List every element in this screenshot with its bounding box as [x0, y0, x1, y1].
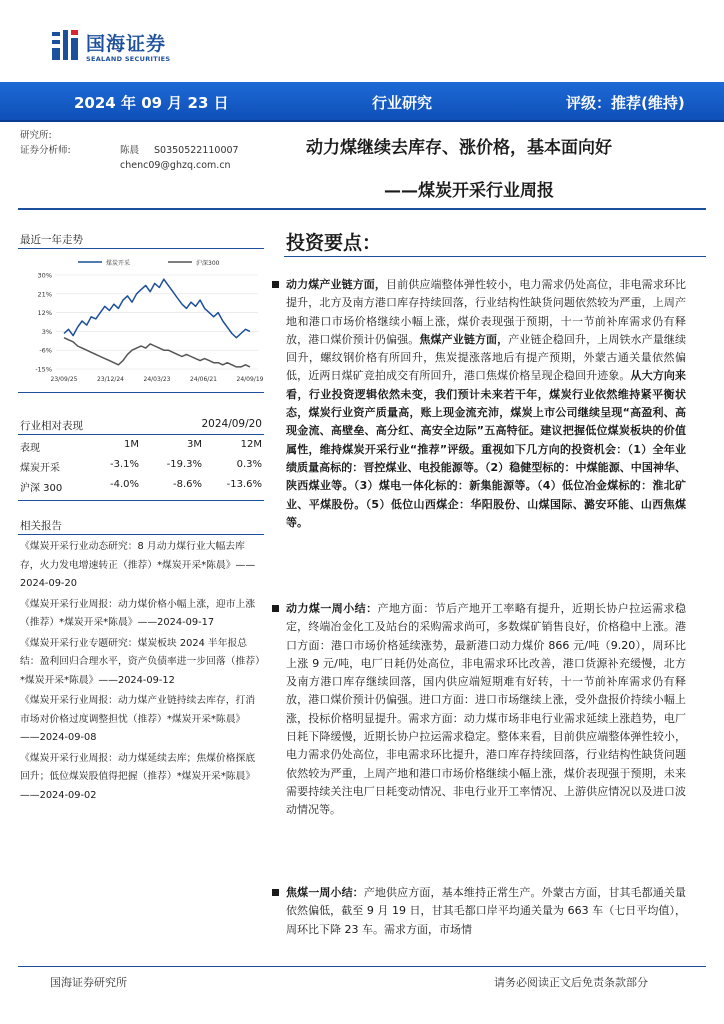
header-banner [0, 82, 724, 122]
table-cell: -4.0% [109, 479, 139, 490]
footer-disclaimer: 请务必阅读正文后免责条款部分 [494, 976, 648, 989]
legend-label: 煤炭开采 [106, 260, 131, 267]
x-tick-label: 24/06/21 [190, 376, 217, 383]
y-tick-label: 21% [37, 290, 52, 299]
y-tick-label: -15% [35, 365, 52, 374]
series-line-coal [64, 279, 250, 338]
report-title: 动力煤继续去库存、涨价格，基本面向好 [306, 138, 612, 158]
brand-name-en: SEALAND SECURITIES [86, 55, 171, 63]
chart-bottom-rule [18, 392, 264, 393]
key-points-title: 投资要点： [286, 232, 382, 254]
y-tick-label: 30% [37, 271, 52, 280]
table-cell: -3.1% [109, 459, 139, 470]
series-line-csi300 [64, 338, 250, 367]
x-tick-label: 23/12/24 [97, 376, 124, 383]
table-header-cell: 1M [124, 439, 139, 450]
brand-name-cn: 国海证券 [86, 33, 167, 55]
table-cell: -13.6% [226, 479, 262, 490]
footer-divider [18, 966, 706, 967]
report-link[interactable]: 《煤炭开采行业周报：动力煤价格小幅上涨，迎市上涨（推荐）*煤炭开采*陈晨》——2024-09-17 [20, 598, 256, 628]
performance-title: 行业相对表现 [20, 420, 83, 432]
performance-table [18, 436, 264, 496]
report-subtitle: ——煤炭开采行业周报 [384, 181, 554, 201]
analyst-email[interactable]: chenc09@ghzq.com.cn [120, 160, 231, 171]
researcher-label: 研究所: [20, 130, 52, 141]
analyst-label: 证券分析师: [20, 145, 71, 156]
report-link[interactable]: 《煤炭开采行业专题研究：煤炭板块 2024 半年报总结：盈利回归合理水平，资产负债率进一步回落（推荐）*煤炭开采*陈晨》——2024-09-12 [20, 637, 261, 686]
performance-bottom-rule [18, 500, 264, 501]
table-header-row [18, 436, 264, 456]
report-date: 2024 年 09 月 23 日 [74, 94, 229, 112]
bullet-icon [272, 889, 279, 896]
trend-chart [18, 255, 266, 385]
footer-institute: 国海证券研究所 [50, 976, 127, 989]
report-link[interactable]: 《煤炭开采行业周报：动力煤产业链持续去库存，打消市场对价格过度调整担忧（推荐）*煤炭开采*陈晨》——2024-09-08 [20, 695, 256, 743]
related-reports [20, 538, 264, 807]
trend-title: 最近一年走势 [20, 234, 83, 246]
table-cell: 沪深 300 [20, 483, 63, 494]
key-point-paragraph: 动力煤产业链方面，目前供应端整体弹性较小，电力需求仍处高位，非电需求环比提升，北方及南方港口库存持续回落，行业结构性缺货问题依然较为严重，上周产地和港口市场价格继续小幅上涨，煤价表现强于预期，十一节前补库需求仍有释放，港口煤价预计仍偏强。焦煤产业链方面，产业链企稳回升，上周铁水产量继续回升，螺纹钢价格有所回升，焦炭提涨落地后有提产预期，外蒙古通关量依然偏低，近两日煤矿竞拍成交有所回升，港口焦煤价格呈现企稳回升迹象。从大方向来看，行业投资逻辑依然未变，我们预计未来若干年，煤炭行业依然维持紧平衡状态，煤炭行业资产质量高，账上现金流充沛，煤炭上市公司继续呈现“高盈利、高现金流、高壁垒、高分红、高安全边际”五高特征。建议把握低位煤炭板块的价值属性，维持煤炭开采行业“推荐”评级。重视如下几方向的投资机会：（1）全年业绩质量高标的：晋控煤业、电投能源等。（2）稳健型标的：中煤能源、中国神华、陕西煤业等。（3）煤电一体化标的：新集能源等。（4）低位冶金煤标的：淮北矿业、平煤股份。（5）低位山西煤企：华阳股份、山煤国际、潞安环能、山西焦煤等。 [286, 276, 686, 532]
report-rating: 评级：推荐(维持) [566, 94, 685, 112]
y-tick-label: 12% [37, 309, 52, 318]
y-tick-label: -6% [39, 346, 52, 355]
x-tick-label: 24/09/19 [236, 376, 264, 383]
key-points-rule [284, 256, 706, 257]
table-header-cell: 表现 [20, 443, 40, 454]
table-header-cell: 12M [240, 439, 262, 450]
performance-title-rule [18, 434, 264, 435]
reports-title-rule [18, 534, 264, 535]
table-cell: 0.3% [236, 459, 262, 470]
header-divider [18, 208, 706, 210]
table-row [18, 476, 264, 496]
x-tick-label: 24/03/23 [143, 376, 171, 383]
trend-title-rule [18, 248, 264, 249]
table-cell: -19.3% [166, 459, 202, 470]
table-header-cell: 3M [187, 439, 202, 450]
sealand-logo-icon [50, 28, 80, 62]
bullet-icon [272, 281, 279, 288]
report-link[interactable]: 《煤炭开采行业周报：动力煤延续去库；焦煤价格探底回升；低位煤炭股值得把握（推荐）*煤炭开采*陈晨》——2024-09-02 [20, 752, 256, 801]
key-point-paragraph: 焦煤一周小结：产地供应方面，基本维持正常生产。外蒙古方面，甘其毛都通关量依然偏低，截至 9 月 19 日，甘其毛都口岸平均通关量为 663 车（七日平均值），周环比下降 23 车。需求方面，市场情 [286, 884, 686, 939]
table-cell: -8.6% [172, 479, 202, 490]
reports-title: 相关报告 [20, 520, 62, 532]
performance-date: 2024/09/20 [201, 418, 262, 430]
key-point-paragraph: 动力煤一周小结：产地方面：节后产地开工率略有提升，近期长协户拉运需求稳定，终端冶金化工及站台的采购需求尚可，多数煤矿销售良好，价格稳中上涨。港口方面：港口市场价格延续涨势，最新港口动力煤价 866 元/吨（9.20），周环比上涨 9 元/吨，电厂日耗仍处高位，非电需求环比改善，港口货源补充缓慢，北方及南方港口库存继续回落，国内供应端短期难有好转，十一节前补库需求仍有释放，港口煤价预计仍偏强。进口方面：进口市场继续上涨，受外盘报价持续小幅上涨，投标价格明显提升。需求方面：动力煤市场非电行业需求延续上涨趋势，电厂日耗下降缓慢，近期长协户拉运需求稳定。整体来看，目前供应端整体弹性较小，电力需求仍处高位，非电需求环比提升，港口库存持续回落，行业结构性缺货问题依然较为严重，上周产地和港口市场价格继续小幅上涨，煤价表现强于预期，未来需要持续关注电厂日耗变动情况、非电行业开工率情况、上游供应情况以及进口波动情况等。 [286, 600, 686, 820]
analyst-license: S0350522110007 [154, 145, 239, 156]
y-tick-label: 3% [41, 327, 52, 336]
report-link[interactable]: 《煤炭开采行业动态研究：8 月动力煤行业大幅去库存，火力发电增速转正（推荐）*煤炭开采*陈晨》——2024-09-20 [20, 541, 256, 589]
table-row [18, 456, 264, 476]
analyst-name: 陈晨 [120, 145, 140, 156]
bullet-icon [272, 605, 279, 612]
legend-label: 沪深300 [196, 260, 220, 267]
analyst-info [20, 128, 239, 173]
table-cell: 煤炭开采 [20, 463, 60, 474]
report-type: 行业研究 [372, 94, 433, 112]
x-tick-label: 23/09/25 [50, 376, 78, 383]
brand-logo [50, 26, 190, 70]
